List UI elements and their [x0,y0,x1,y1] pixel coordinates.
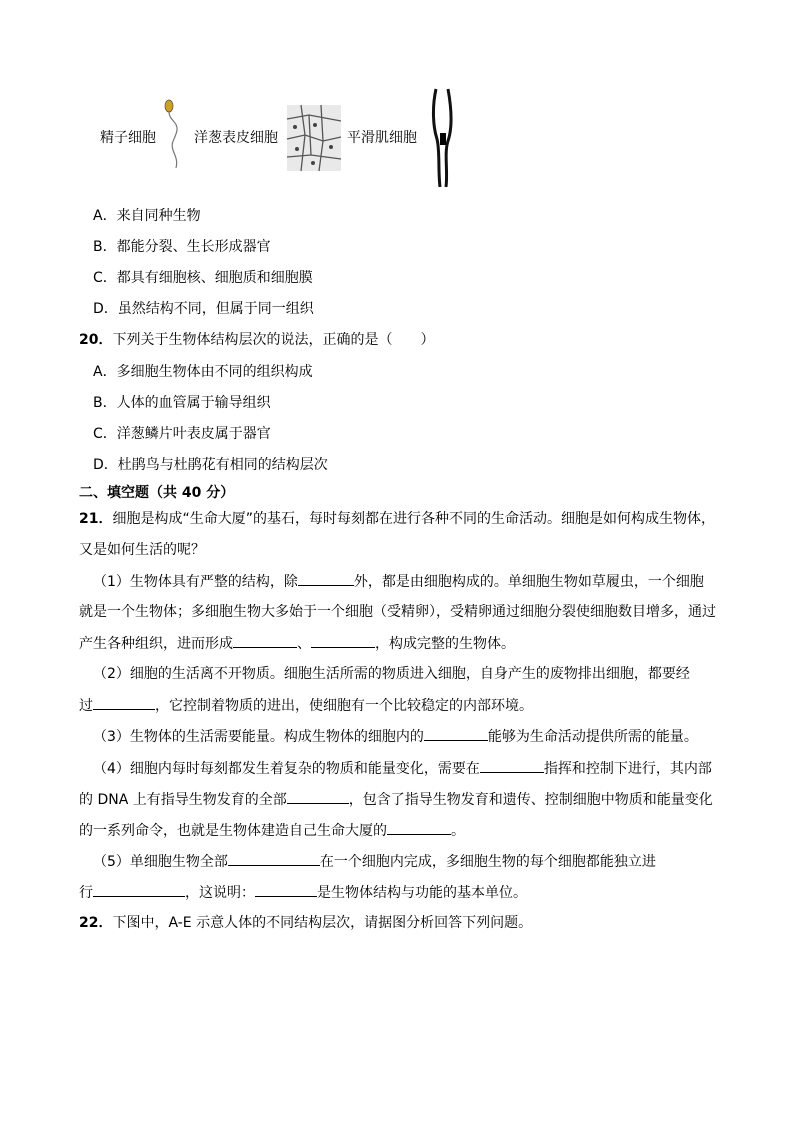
text: 行 [79,885,93,901]
question-20 [79,330,434,350]
question-21-stem [79,509,715,529]
answer-blank[interactable] [287,789,349,804]
q21-part-5-cont [79,882,527,903]
question-stem: 下列关于生物体结构层次的说法，正确的是（ ） [112,332,435,348]
answer-blank[interactable] [480,758,544,773]
text: （5）单细胞生物全部 [93,854,228,870]
question-stem: 下图中，A-E 示意人体的不同结构层次，请据图分析回答下列问题。 [112,915,533,931]
q21-part-5 [93,851,656,872]
text: ，它控制着物质的进出，使细胞有一个比较稳定的内部环境。 [155,698,533,714]
q21-part-2: （2）细胞的生活离不开物质。细胞生活所需的物质进入细胞，自身产生的废物排出细胞，都要经 [93,666,690,682]
q21-part-4-cont2 [79,820,465,841]
text: 产生各种组织，进而形成 [79,636,233,652]
text: 外，都是由细胞构成的。单细胞生物如草履虫，一个细胞 [353,574,704,590]
onion-epidermal-cell-label: 洋葱表皮细胞 [194,130,278,146]
text: ，包含了指导生物发育和遗传、控制细胞中物质和能量变化 [348,792,713,808]
text: 的 DNA 上有指导生物发育的全部 [79,792,287,808]
text: 、 [297,636,311,652]
q19-option-b: B．都能分裂、生长形成器官 [93,239,271,255]
text: 能够为生命活动提供所需的能量。 [487,729,698,745]
text: 过 [79,698,93,714]
q21-part-4 [93,758,712,779]
q20-option-d: D．杜鹃鸟与杜鹃花有相同的结构层次 [93,457,328,473]
text: 在一个细胞内完成，多细胞生物的每个细胞都能独立进 [319,854,656,870]
text: （3）生物体的生活需要能量。构成生物体的细胞内的 [93,729,424,745]
q21-part-3 [93,726,698,747]
q21-part-2-cont [79,695,533,716]
answer-blank[interactable] [255,882,317,897]
sperm-cell-image [160,98,190,170]
question-number: 20． [79,332,113,348]
q21-part-4-cont [79,789,713,810]
text: 。 [451,823,465,839]
question-number: 21． [79,511,113,527]
q20-option-c: C．洋葱鳞片叶表皮属于器官 [93,426,271,442]
answer-blank[interactable] [93,695,155,710]
q19-option-d: D．虽然结构不同，但属于同一组织 [93,301,314,317]
answer-blank[interactable] [298,571,354,586]
text: （4）细胞内每时每刻都发生着复杂的物质和能量变化，需要在 [93,761,480,777]
text: 指挥和控制下进行，其内部 [543,761,712,777]
question-21-stem-cont: 又是如何生活的呢？ [79,542,205,558]
q21-part-1-cont2 [79,633,515,654]
text: （1）生物体具有严整的结构，除 [93,574,298,590]
answer-blank[interactable] [93,882,185,897]
answer-blank[interactable] [424,726,488,741]
text: 的一系列命令，也就是生物体建造自己生命大厦的 [79,823,387,839]
smooth-muscle-cell-label: 平滑肌细胞 [347,130,417,146]
q21-part-1-cont: 就是一个生物体；多细胞生物大多始于一个细胞（受精卵），受精卵通过细胞分裂使细胞数目增多，通过 [79,604,716,620]
answer-blank[interactable] [387,820,451,835]
q20-option-b: B．人体的血管属于输导组织 [93,395,271,411]
question-number: 22． [79,915,113,931]
text: 是生物体结构与功能的基本单位。 [317,885,527,901]
question-22 [79,913,532,933]
stem-text: 细胞是构成“生命大厦”的基石，每时每刻都在进行各种不同的生命活动。细胞是如何构成生物体， [112,511,715,527]
onion-epidermal-cell-image [287,105,341,171]
section-title: 二、填空题（共 40 分） [79,485,235,501]
q20-option-a: A．多细胞生物体由不同的组织构成 [93,364,313,380]
text: ，构成完整的生物体。 [375,636,515,652]
q19-option-a: A．来自同种生物 [93,208,201,224]
answer-blank[interactable] [233,633,297,648]
answer-blank[interactable] [311,633,375,648]
q21-part-1 [93,571,704,592]
q19-option-c: C．都具有细胞核、细胞质和细胞膜 [93,270,313,286]
answer-blank[interactable] [228,851,320,866]
smooth-muscle-cell-image [430,87,456,189]
text: ，这说明： [185,885,255,901]
sperm-cell-label: 精子细胞 [100,130,156,146]
